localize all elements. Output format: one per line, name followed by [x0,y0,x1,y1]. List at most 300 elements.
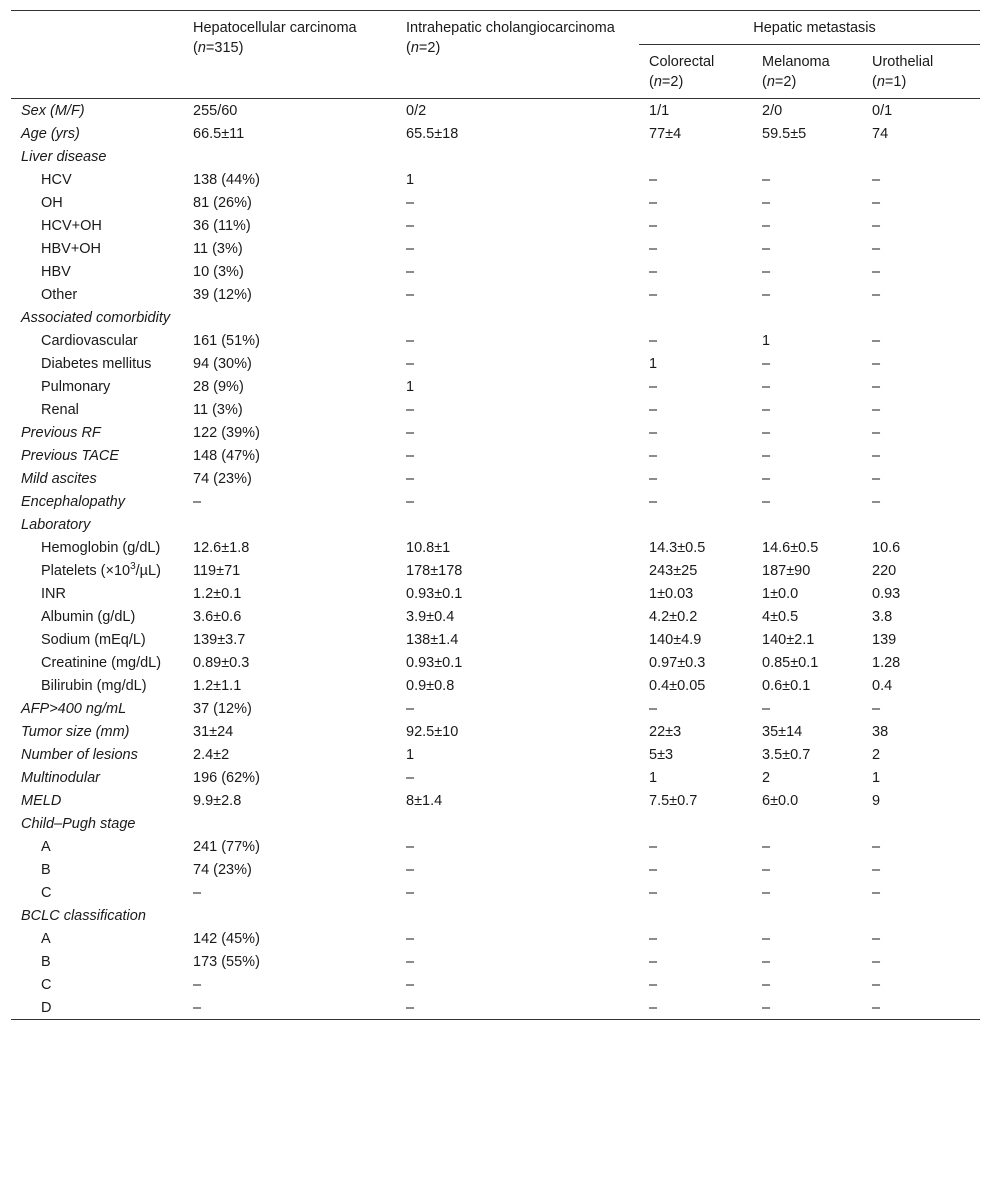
row-value: 142 (45%) [193,930,260,947]
row-value: – [872,332,881,349]
row-value: 220 [872,562,897,579]
table-row [11,697,980,720]
row-value [639,904,752,927]
row-label: C [41,976,52,993]
row-value [752,513,862,536]
row-value: 1 [406,746,415,763]
row-value: – [762,378,771,395]
row-value: – [649,884,658,901]
row-value: 0.93±0.1 [406,585,463,602]
table-row [11,927,980,950]
row-value: – [406,355,415,372]
row-value [396,513,639,536]
table-row [11,352,980,375]
header-urothelial-n: (n=1) [872,74,907,90]
row-value: 1 [649,769,658,786]
row-value: – [649,953,658,970]
row-value: 9 [872,792,881,809]
header-urothelial-label: Urothelial [872,54,934,70]
row-value: 8±1.4 [406,792,443,809]
row-label: Tumor size (mm) [21,723,130,740]
row-value: 10.8±1 [406,539,451,556]
row-value: – [762,424,771,441]
row-label: AFP>400 ng/mL [21,700,127,717]
row-value: 138 (44%) [193,171,260,188]
table-row [11,973,980,996]
row-value: – [406,401,415,418]
row-value: 1.28 [872,654,901,671]
row-label: BCLC classification [21,907,146,924]
row-value: 65.5±18 [406,125,459,142]
row-value [183,904,396,927]
table-row [11,467,980,490]
table-row [11,766,980,789]
row-value: 119±71 [193,562,241,579]
table-container [11,10,980,1020]
row-value: 14.6±0.5 [762,539,819,556]
row-value: 0/1 [872,102,893,119]
row-value: 4±0.5 [762,608,799,625]
row-label: B [41,953,51,970]
row-value: – [872,838,881,855]
row-value: 0.4±0.05 [649,677,706,694]
row-value: 0.93±0.1 [406,654,463,671]
table-row [11,651,980,674]
row-value: 92.5±10 [406,723,459,740]
row-label: HBV [41,263,71,280]
row-label: Sodium (mEq/L) [41,631,146,648]
row-value: – [649,240,658,257]
row-value: 196 (62%) [193,769,260,786]
row-value: 139±3.7 [193,631,246,648]
row-value: – [762,493,771,510]
row-label: Multinodular [21,769,100,786]
row-value: – [762,884,771,901]
row-value: – [406,976,415,993]
table-row [11,720,980,743]
header-melanoma [752,45,862,99]
row-value: – [406,700,415,717]
table-row [11,789,980,812]
row-value [639,306,752,329]
table-row [11,329,980,352]
row-value: 28 (9%) [193,378,244,395]
row-label: Creatinine (mg/dL) [41,654,162,671]
row-label: Number of lesions [21,746,138,763]
header-urothelial [862,45,980,99]
row-value: – [406,861,415,878]
row-value: 5±3 [649,746,674,763]
header-empty-cell [11,11,183,99]
row-value [862,513,980,536]
table-body [11,99,980,1020]
row-value: – [649,493,658,510]
row-value: – [872,401,881,418]
row-value: 74 (23%) [193,861,252,878]
row-label: Child–Pugh stage [21,815,136,832]
header-colorectal [639,45,752,99]
row-value: – [649,171,658,188]
row-value: – [872,240,881,257]
header-icc-n: (n=2) [406,40,441,56]
row-value [183,145,396,168]
row-value: – [406,470,415,487]
row-label: Previous RF [21,424,101,441]
row-value: – [872,355,881,372]
row-value: – [762,286,771,303]
table-row [11,881,980,904]
table-row [11,743,980,766]
row-value [183,513,396,536]
row-value: – [762,930,771,947]
row-label: Associated comorbidity [21,309,171,326]
row-value [752,145,862,168]
table-row [11,559,980,582]
row-value: – [872,884,881,901]
row-value: 1 [762,332,771,349]
row-value: 138±1.4 [406,631,459,648]
row-value: – [406,240,415,257]
row-label: Sex (M/F) [21,102,85,119]
table-row [11,536,980,559]
row-value: – [406,769,415,786]
row-value: 38 [872,723,889,740]
table-row [11,582,980,605]
row-value: 122 (39%) [193,424,260,441]
row-value: – [872,447,881,464]
row-label: A [41,930,51,947]
row-label: Other [41,286,78,303]
row-label: Albumin (g/dL) [41,608,136,625]
row-label: Diabetes mellitus [41,355,152,372]
row-label: Cardiovascular [41,332,138,349]
row-value: 10 (3%) [193,263,244,280]
table-row [11,628,980,651]
row-value: – [872,286,881,303]
row-label: B [41,861,51,878]
row-value: 39 (12%) [193,286,252,303]
header-melanoma-n: (n=2) [762,74,797,90]
row-value: – [406,447,415,464]
row-value: 9.9±2.8 [193,792,242,809]
table-row [11,145,980,168]
row-value [752,904,862,927]
table-row [11,950,980,973]
row-value: – [872,424,881,441]
row-value: 1.2±0.1 [193,585,242,602]
row-value: 1±0.0 [762,585,799,602]
row-label: OH [41,194,63,211]
row-value: 36 (11%) [193,217,251,234]
row-value: 37 (12%) [193,700,252,717]
row-value: 187±90 [762,562,811,579]
row-value: 148 (47%) [193,447,260,464]
row-value: 139 [872,631,897,648]
row-value: – [193,976,202,993]
row-label: Renal [41,401,79,418]
row-value: – [649,378,658,395]
row-value: – [872,217,881,234]
row-label: Bilirubin (mg/dL) [41,677,147,694]
row-label: MELD [21,792,62,809]
row-value: – [762,194,771,211]
row-value: – [649,999,658,1016]
row-value: 140±4.9 [649,631,702,648]
row-value [639,513,752,536]
row-value: – [872,171,881,188]
row-value: – [649,976,658,993]
row-value: 140±2.1 [762,631,815,648]
row-value: 66.5±11 [193,125,245,142]
table-row [11,191,980,214]
row-value: – [649,447,658,464]
table-row [11,513,980,536]
row-label: HBV+OH [41,240,102,257]
table-row [11,99,980,123]
table-header [11,11,980,99]
row-value: – [762,700,771,717]
row-value: 11 (3%) [193,240,243,257]
row-value: 3.9±0.4 [406,608,455,625]
row-value: – [762,355,771,372]
row-value: 7.5±0.7 [649,792,698,809]
row-value: 31±24 [193,723,234,740]
row-value: – [406,884,415,901]
row-value: 0.93 [872,585,901,602]
row-value: 2.4±2 [193,746,230,763]
row-value [183,812,396,835]
row-label: HCV [41,171,72,188]
row-value: – [872,930,881,947]
table-row [11,605,980,628]
row-value: 2/0 [762,102,783,119]
row-value: – [649,332,658,349]
row-value: – [649,424,658,441]
row-value: 3.6±0.6 [193,608,242,625]
row-value: – [406,999,415,1016]
table-row [11,812,980,835]
row-value: – [872,999,881,1016]
row-value: – [406,217,415,234]
header-hcc-label: Hepatocellular carcinoma [193,20,357,36]
row-label: INR [41,585,66,602]
row-value: 1 [406,171,415,188]
row-value: 1/1 [649,102,670,119]
row-value: 0/2 [406,102,427,119]
row-value [639,145,752,168]
row-value: – [762,861,771,878]
row-value: – [762,470,771,487]
row-value: 77±4 [649,125,682,142]
row-value: – [872,976,881,993]
header-hcc [183,11,396,99]
row-value: – [649,263,658,280]
table-row [11,260,980,283]
row-value: – [762,171,771,188]
row-value: – [649,401,658,418]
header-hepatic-metastasis: Hepatic metastasis [639,11,980,45]
header-icc [396,11,639,99]
row-value: 0.4 [872,677,893,694]
row-value: – [762,838,771,855]
row-value [183,306,396,329]
header-colorectal-n: (n=2) [649,74,684,90]
row-value: 255/60 [193,102,238,119]
row-value: 3.8 [872,608,893,625]
row-value [862,145,980,168]
row-value: – [872,953,881,970]
row-value: 59.5±5 [762,125,807,142]
row-label: A [41,838,51,855]
row-value: 1.2±1.1 [193,677,242,694]
row-value: 4.2±0.2 [649,608,698,625]
row-value: – [406,953,415,970]
table-row [11,904,980,927]
row-value: 94 (30%) [193,355,252,372]
table-row [11,835,980,858]
row-value: – [872,470,881,487]
table-row [11,398,980,421]
row-value: – [762,953,771,970]
patient-characteristics-table [11,10,980,1020]
row-value [396,306,639,329]
row-value: – [406,332,415,349]
table-row [11,306,980,329]
row-value: 81 (26%) [193,194,252,211]
table-row [11,490,980,513]
table-row [11,858,980,881]
row-label: C [41,884,52,901]
table-row [11,122,980,145]
row-value: 0.6±0.1 [762,677,811,694]
row-value: 178±178 [406,562,463,579]
row-value: – [649,217,658,234]
row-value: 12.6±1.8 [193,539,250,556]
row-value: – [406,194,415,211]
row-value: – [649,286,658,303]
row-value: – [762,447,771,464]
row-label: Laboratory [21,516,91,533]
row-value: – [762,976,771,993]
row-value: 0.85±0.1 [762,654,819,671]
row-value: 161 (51%) [193,332,260,349]
row-value: 2 [872,746,881,763]
row-value: – [649,838,658,855]
row-value: 243±25 [649,562,698,579]
row-value: – [406,286,415,303]
row-value: 2 [762,769,771,786]
row-value: 0.9±0.8 [406,677,455,694]
row-label: Hemoglobin (g/dL) [41,539,161,556]
row-value: 10.6 [872,539,901,556]
row-value: – [872,493,881,510]
row-value: 241 (77%) [193,838,260,855]
row-value: – [406,930,415,947]
row-value [752,306,862,329]
row-label: Previous TACE [21,447,120,464]
row-label: Encephalopathy [21,493,125,510]
row-value [862,306,980,329]
row-value: – [762,240,771,257]
row-value [396,904,639,927]
row-value [752,812,862,835]
row-value: – [193,884,202,901]
row-value: 6±0.0 [762,792,799,809]
row-value: – [649,194,658,211]
row-value: 22±3 [649,723,682,740]
row-value: – [649,470,658,487]
row-value: – [406,263,415,280]
row-value [396,145,639,168]
row-value: 1 [649,355,658,372]
row-value: 74 (23%) [193,470,252,487]
row-value [396,812,639,835]
table-row [11,421,980,444]
row-value: – [406,493,415,510]
row-value: – [193,493,202,510]
table-row [11,237,980,260]
row-value: – [762,217,771,234]
row-value [862,904,980,927]
row-value: 1 [872,769,881,786]
row-value: 1 [406,378,415,395]
row-value [862,812,980,835]
row-label: Platelets $(\times 10^3/\mu L)$ [41,560,161,579]
table-row [11,168,980,191]
row-value: – [762,263,771,280]
row-label: Pulmonary [41,378,111,395]
row-value: – [406,838,415,855]
header-melanoma-label: Melanoma [762,54,830,70]
table-row [11,444,980,467]
table-row [11,996,980,1020]
row-label: Age (yrs) [21,125,80,142]
row-value [639,812,752,835]
header-hcc-n: (n=315) [193,40,244,56]
row-value: – [872,700,881,717]
row-value: 3.5±0.7 [762,746,811,763]
row-value: – [649,700,658,717]
row-value: – [406,424,415,441]
row-value: – [193,999,202,1016]
header-icc-label: Intrahepatic cholangiocarcinoma [406,20,615,36]
row-label: Liver disease [21,148,107,165]
row-value: 0.97±0.3 [649,654,706,671]
row-value: 173 (55%) [193,953,260,970]
table-row [11,674,980,697]
row-value: – [872,263,881,280]
row-value: 1±0.03 [649,585,694,602]
row-value: 35±14 [762,723,803,740]
row-value: – [762,999,771,1016]
row-value: – [649,930,658,947]
table-row [11,283,980,306]
row-value: 11 (3%) [193,401,243,418]
row-value: 74 [872,125,889,142]
row-value: – [649,861,658,878]
table-row [11,214,980,237]
row-value: – [872,194,881,211]
row-label: Mild ascites [21,470,97,487]
header-colorectal-label: Colorectal [649,54,715,70]
row-value: – [872,861,881,878]
row-value: – [762,401,771,418]
row-value: 14.3±0.5 [649,539,706,556]
row-value: – [872,378,881,395]
row-value: 0.89±0.3 [193,654,250,671]
table-row [11,375,980,398]
row-label: HCV+OH [41,217,102,234]
